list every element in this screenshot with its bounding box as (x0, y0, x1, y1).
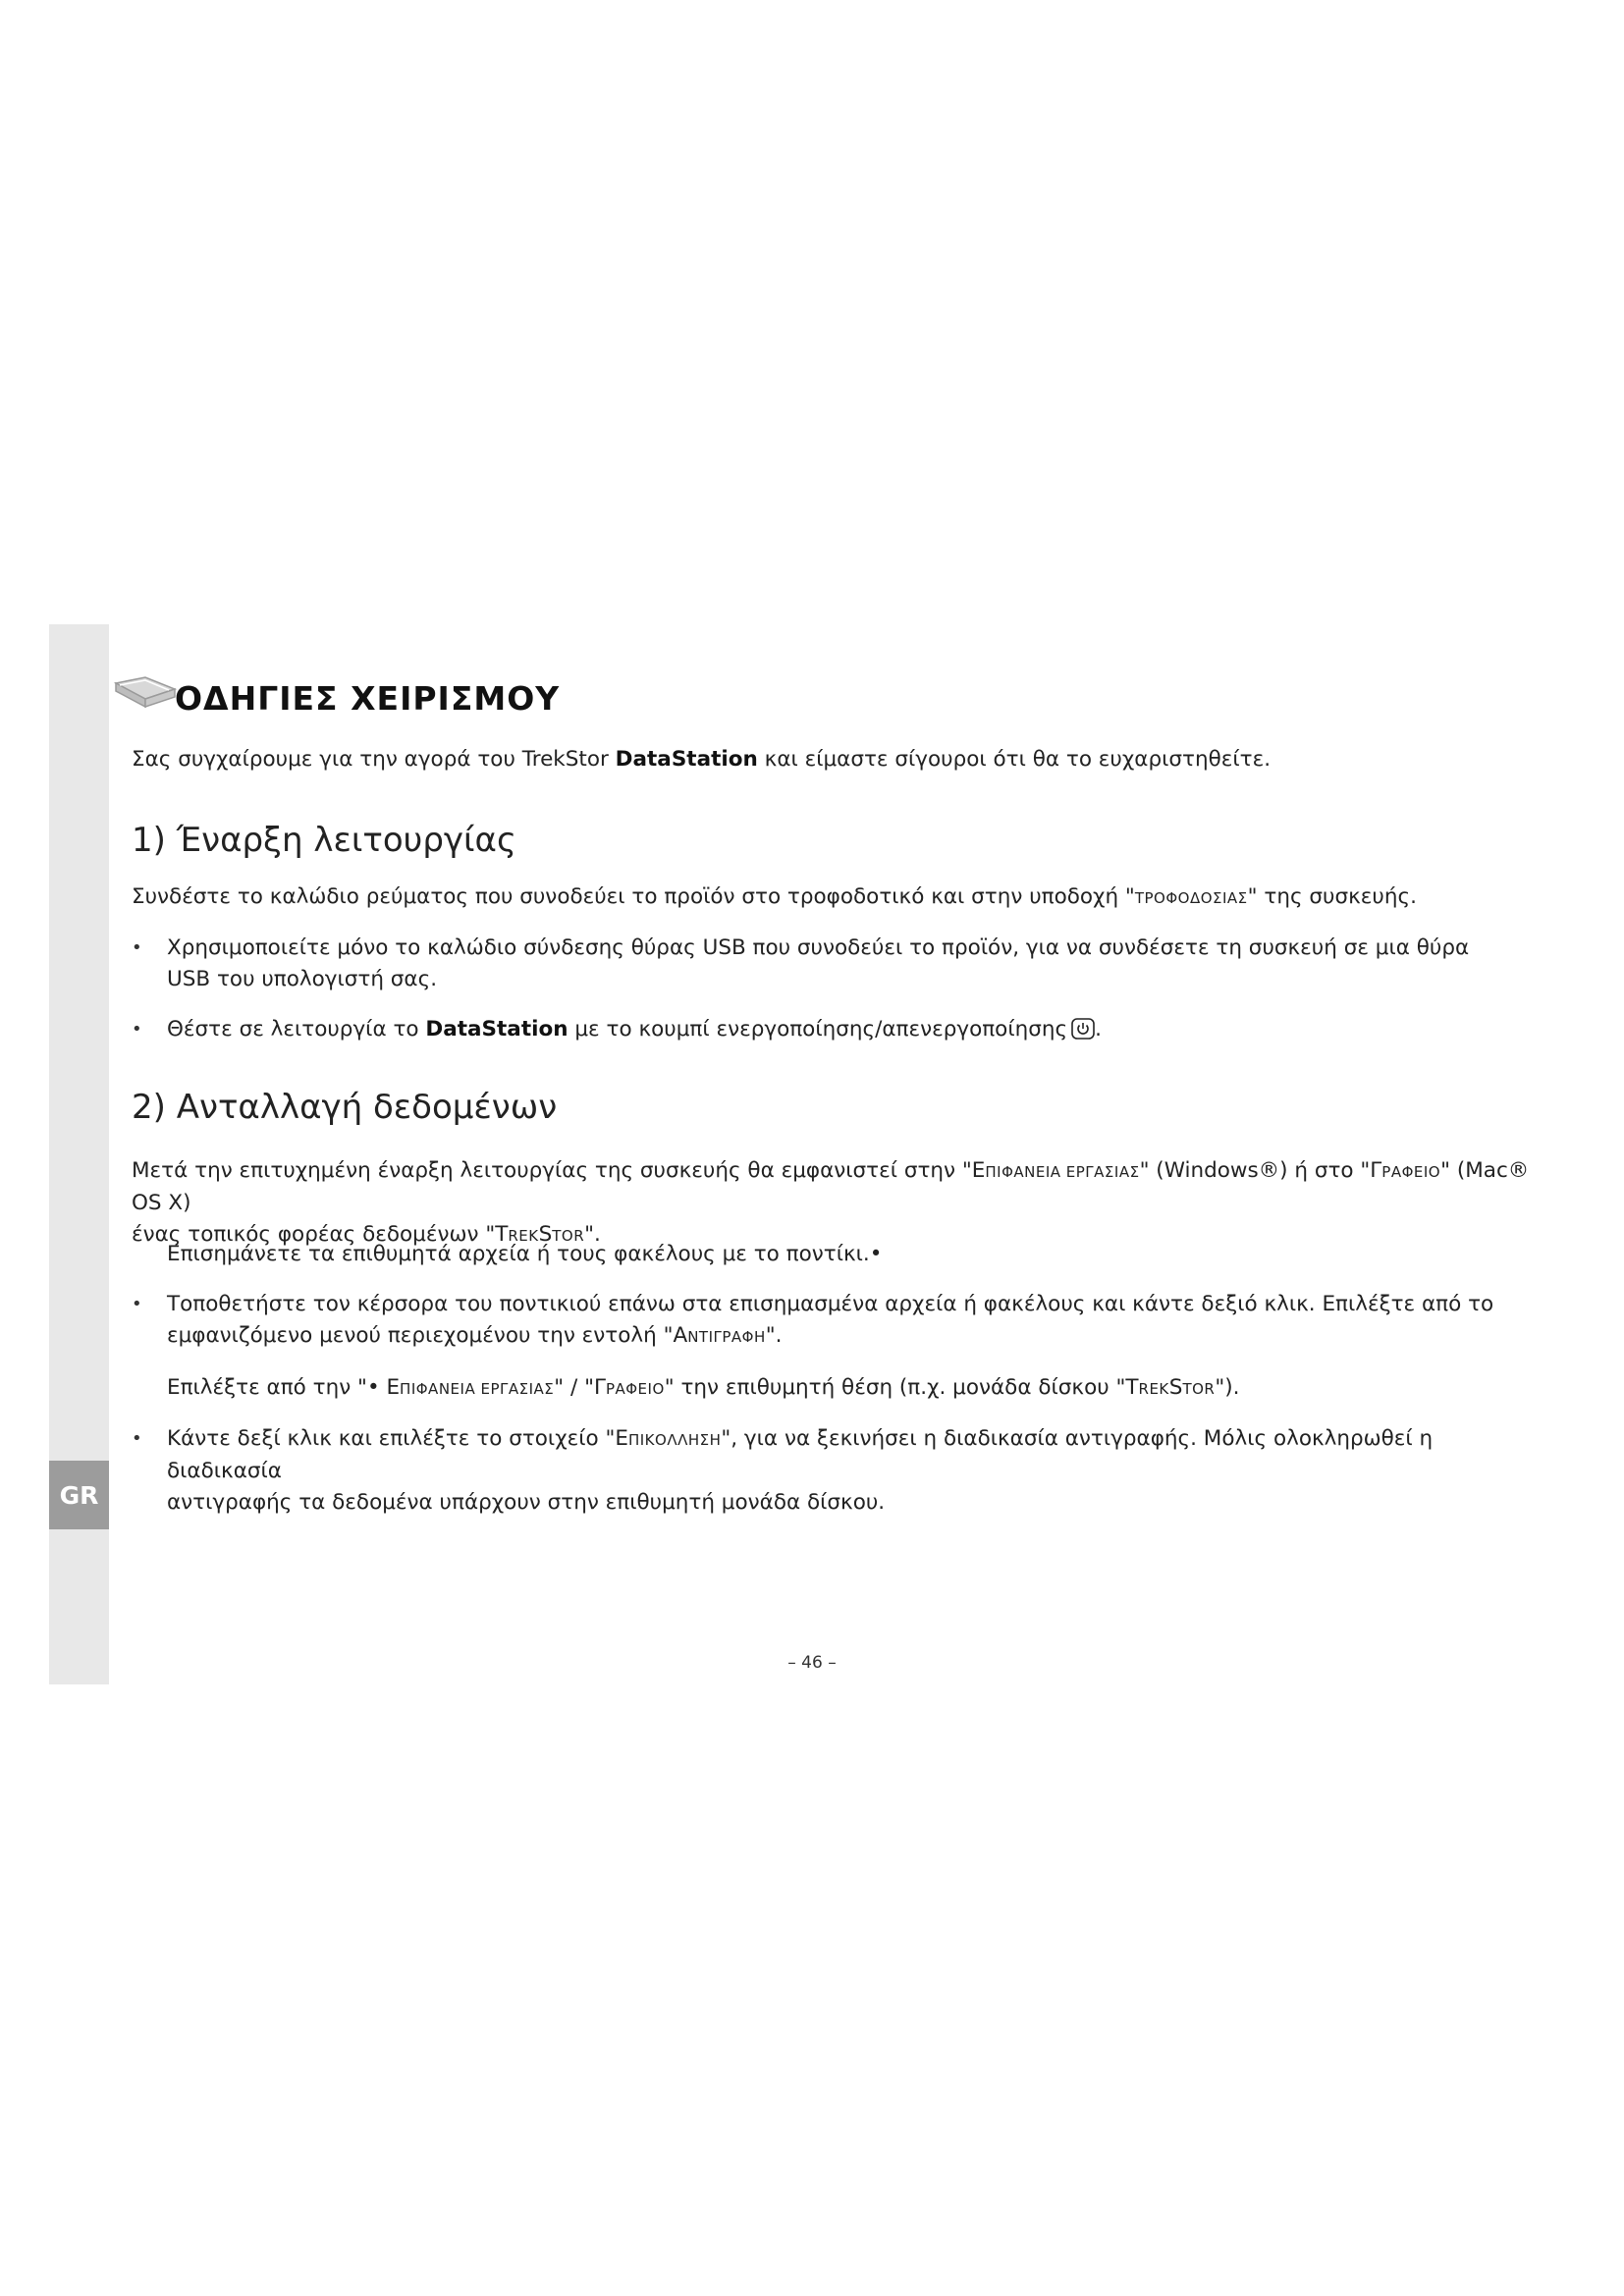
bullet-marker: • (132, 1019, 142, 1040)
usb-cable-bullet: Χρησιμοποιείτε μόνο το καλώδιο σύνδεσης θύρας USB που συνοδεύει το προϊόν, για να συνδέσετε τη συσκευή σε μια θύρα USB του υπολογιστή σας. (167, 935, 1470, 991)
page-number: – 46 – (787, 1653, 837, 1673)
power-connect-paragraph: Συνδέστε το καλώδιο ρεύματος που συνοδεύει το προϊόν στο τροφοδοτικό και στην υποδοχή "ΤΡΟΦΟΔΟΣΙΑΣ" της συσκευής. (132, 884, 1417, 909)
bullet-marker: • (132, 1428, 142, 1449)
section-title-data-exchange: 2) Ανταλλαγή δεδομένων (132, 1088, 558, 1127)
step-select-files: Επισημάνετε τα επιθυμητά αρχεία ή τους φακέλους με το ποντίκι.• (167, 1242, 883, 1266)
power-button-icon (1071, 1018, 1095, 1040)
step-copy-command: Τοποθετήστε τον κέρσορα του ποντικιού επάνω στα επισημασμένα αρχεία ή φακέλους και κάντε δεξιό κλικ. Επιλέξτε από το εμφανιζόμενο μενού περιεχομένου την εντολή "ΑΝΤΙΓΡΑΦΗ". (167, 1292, 1494, 1348)
step-paste: Κάντε δεξί κλικ και επιλέξτε το στοιχείο "ΕΠΙΚΟΛΛΗΣΗ", για να ξεκινήσει η διαδικασία αντιγραφής. Μόλις ολοκληρωθεί η διαδικασία αντιγραφής τα δεδομένα υπάρχουν στην επιθυμητή μονάδα δίσκου. (167, 1426, 1434, 1515)
step-choose-destination: Επιλέξτε από την "• ΕΠΙΦΑΝΕΙΑ ΕΡΓΑΣΙΑΣ" / "ΓΡΑΦΕΙΟ" την επιθυμητή θέση (π.χ. μονάδα δίσκου "TREKSTOR"). (167, 1375, 1240, 1400)
page-title: ΟΔΗΓΙΕΣ ΧΕΙΡΙΣΜΟΥ (175, 679, 561, 718)
bullet-marker: • (132, 1294, 142, 1314)
language-tab: GR (49, 1461, 109, 1529)
power-on-bullet: Θέστε σε λειτουργία το DataStation με το κουμπί ενεργοποίησης/απενεργοποίησης . (167, 1017, 1102, 1041)
product-name: DataStation (425, 1017, 568, 1041)
data-carrier-paragraph: Μετά την επιτυχημένη έναρξη λειτουργίας της συσκευής θα εμφανιστεί στην "ΕΠΙΦΑΝΕΙΑ ΕΡΓΑΣΙΑΣ" (Windows®) ή στο "ΓΡΑΦΕΙΟ" (Mac® OS X) ένας τοπικός φορέας δεδομένων "TREKSTOR". (132, 1158, 1530, 1247)
intro-paragraph: Σας συγχαίρουμε για την αγορά του TrekStor DataStation και είμαστε σίγουροι ότι θα το ευχαριστηθείτε. (132, 747, 1272, 772)
bullet-marker: • (132, 937, 142, 958)
section-title-startup: 1) Έναρξη λειτουργίας (132, 821, 516, 860)
open-book-icon (112, 669, 179, 713)
product-name: DataStation (615, 747, 758, 772)
